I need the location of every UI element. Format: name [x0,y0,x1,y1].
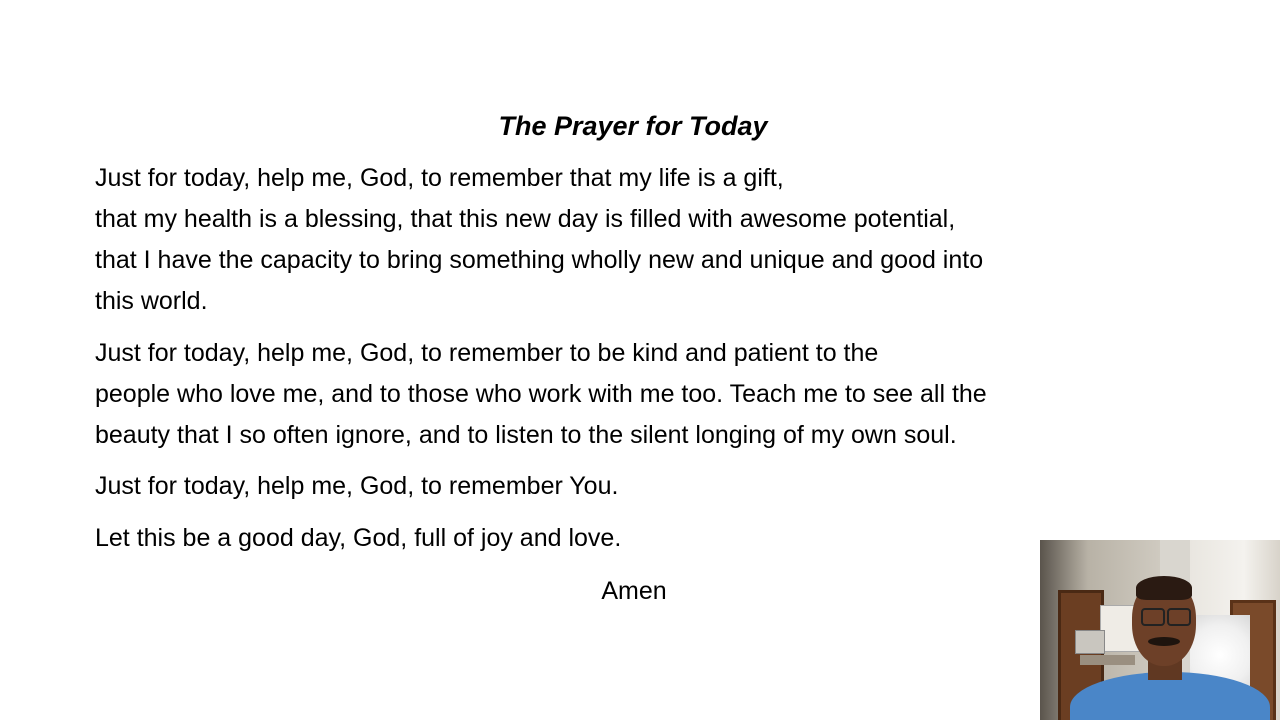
paragraph-3 [95,466,618,507]
slide-title: The Prayer for Today [498,111,768,141]
webcam-box [1075,630,1105,654]
paragraph-2 [95,333,987,456]
closing-amen: Amen [601,577,667,605]
paragraph-line: Just for today, help me, God, to remember to be kind and patient to the [95,339,879,367]
paragraph-line: Just for today, help me, God, to remember that my life is a gift, [95,164,784,192]
paragraph-line: this world. [95,287,208,315]
paragraph-line: Let this be a good day, God, full of joy and love. [95,524,622,552]
presenter-glasses [1167,608,1191,626]
paragraph-1 [95,158,983,322]
paragraph-line: that my health is a blessing, that this new day is filled with awesome potential, [95,205,956,233]
paragraph-line: people who love me, and to those who work with me too. Teach me to see all the [95,380,987,408]
webcam-shelf [1080,655,1135,665]
webcam-overlay [1040,540,1280,720]
paragraph-4 [95,518,621,559]
paragraph-line: Just for today, help me, God, to remember You. [95,472,619,500]
paragraph-line: beauty that I so often ignore, and to listen to the silent longing of my own soul. [95,421,957,449]
presenter-glasses [1141,608,1165,626]
presenter-hair [1136,576,1192,600]
presenter-mustache [1148,637,1180,646]
paragraph-line: that I have the capacity to bring something wholly new and unique and good into [95,246,984,274]
